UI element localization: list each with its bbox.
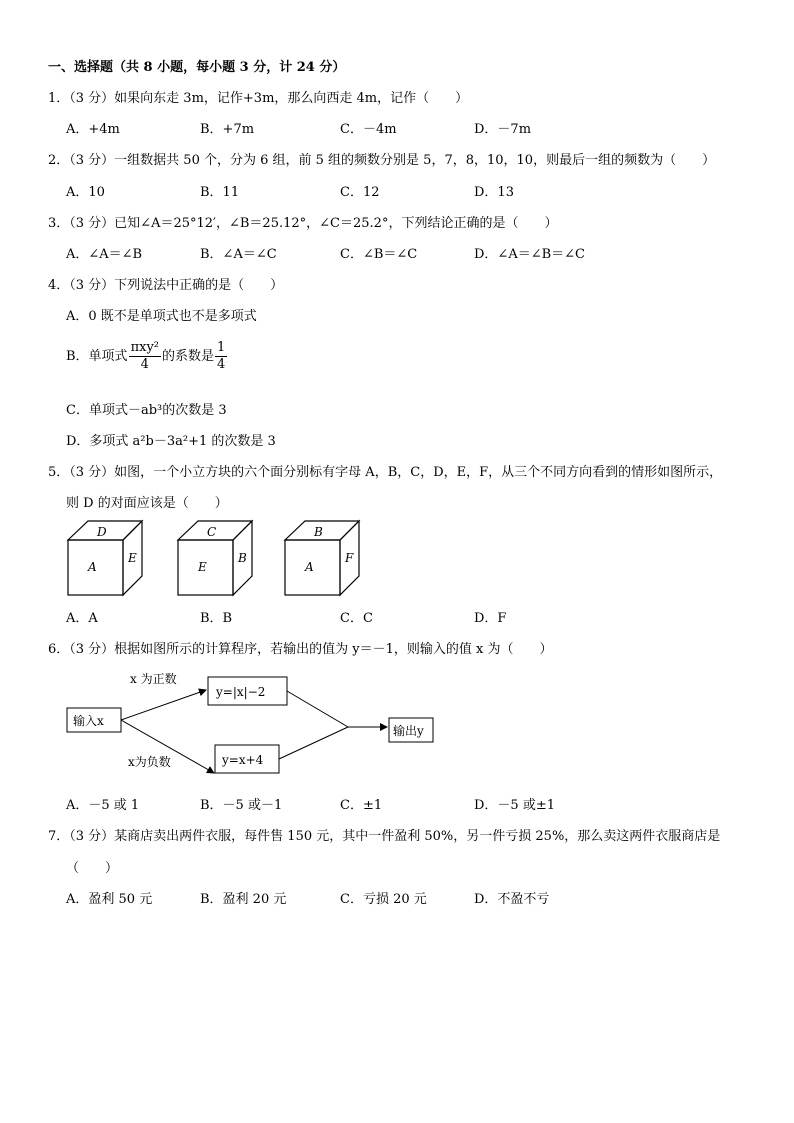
flow-input-label: 输入x: [73, 714, 104, 728]
q5-option-b[interactable]: B．B: [200, 611, 233, 626]
q6-option-a[interactable]: A．－5 或 1: [66, 798, 140, 813]
q2-option-a[interactable]: A．10: [66, 185, 105, 200]
q4-option-a[interactable]: A．0 既不是单项式也不是多项式: [66, 309, 257, 324]
q1-option-b[interactable]: B．+7m: [200, 122, 255, 137]
flow-negative-label: x为负数: [128, 755, 171, 769]
question-5-stem: 5．（3 分）如图，一个小立方块的六个面分别标有字母 A，B，C，D，E，F，从三个不同方向看到的情形如图所示，: [48, 465, 723, 480]
flow-output-label: 输出y: [393, 724, 424, 738]
q3-option-a[interactable]: A．∠A＝∠B: [66, 247, 143, 262]
cube-2: [178, 521, 252, 595]
q1-option-d[interactable]: D．－7m: [474, 122, 532, 137]
question-4-stem: 4．（3 分）下列说法中正确的是（ ）: [48, 278, 284, 293]
cube-2-top: C: [207, 525, 217, 539]
q4-fraction-coef: [215, 340, 227, 373]
q5-option-d[interactable]: D．F: [474, 611, 507, 626]
q4-fraction-monomial: [129, 340, 161, 373]
cube-1-front: A: [88, 560, 97, 574]
q2-option-d[interactable]: D．13: [474, 185, 514, 200]
q4-option-b-middle: 的系数是: [162, 349, 215, 364]
q2-option-b[interactable]: B．11: [200, 185, 240, 200]
q4-option-d[interactable]: D．多项式 a²b－3a²+1 的次数是 3: [66, 434, 276, 449]
q7-option-a[interactable]: A．盈利 50 元: [66, 892, 153, 907]
q3-option-b[interactable]: B．∠A＝∠C: [200, 247, 277, 262]
question-3-stem: 3．（3 分）已知∠A＝25°12′，∠B＝25.12°，∠C＝25.2°，下列结论正确的是（ ）: [48, 216, 558, 231]
q6-option-c[interactable]: C．±1: [340, 798, 383, 813]
question-7-stem-cont: （ ）: [66, 861, 119, 876]
q4-option-b[interactable]: [66, 340, 228, 373]
section-title: 一、选择题（共 8 小题，每小题 3 分，计 24 分）: [48, 60, 346, 75]
question-6-stem: 6．（3 分）根据如图所示的计算程序，若输出的值为 y＝－1，则输入的值 x 为（ ）: [48, 642, 553, 657]
flow-box-negative-label: y=x+4: [222, 753, 264, 767]
flow-positive-label: x 为正数: [130, 672, 177, 686]
q7-option-c[interactable]: C．亏损 20 元: [340, 892, 427, 907]
flowchart-figure: [60, 664, 440, 786]
question-5-stem-cont: 则 D 的对面应该是（ ）: [66, 496, 228, 511]
flow-box-positive-label: y=|x|−2: [216, 685, 266, 699]
q3-option-c[interactable]: C．∠B＝∠C: [340, 247, 418, 262]
cube-views-figure: [60, 518, 380, 602]
cube-2-front: E: [198, 560, 207, 574]
q6-option-d[interactable]: D．－5 或±1: [474, 798, 555, 813]
q1-option-a[interactable]: A．+4m: [66, 122, 120, 137]
q6-option-b[interactable]: B．－5 或－1: [200, 798, 283, 813]
q4-frac-numerator: πxy²: [130, 340, 159, 355]
cube-3-front: A: [305, 560, 314, 574]
question-1-stem: 1．（3 分）如果向东走 3m，记作+3m，那么向西走 4m，记作（ ）: [48, 91, 469, 106]
q4-frac-denominator: 4: [140, 357, 149, 372]
cube-3-side: F: [345, 551, 354, 565]
question-7-stem: 7．（3 分）某商店卖出两件衣服，每件售 150 元，其中一件盈利 50%，另一件亏损 25%，那么卖这两件衣服商店是: [48, 829, 721, 844]
q5-option-a[interactable]: A．A: [66, 611, 98, 626]
q4-option-c[interactable]: C．单项式－ab³的次数是 3: [66, 403, 227, 418]
q7-option-d[interactable]: D．不盈不亏: [474, 892, 550, 907]
cube-1-side: E: [128, 551, 137, 565]
cube-1: [68, 521, 142, 595]
q4-option-b-prefix: B．单项式: [66, 349, 128, 364]
q1-option-c[interactable]: C．－4m: [340, 122, 397, 137]
question-2-stem: 2．（3 分）一组数据共 50 个，分为 6 组，前 5 组的频数分别是 5，7，8，10，10，则最后一组的频数为（ ）: [48, 153, 716, 168]
q2-option-c[interactable]: C．12: [340, 185, 380, 200]
cube-1-top: D: [97, 525, 107, 539]
q7-option-b[interactable]: B．盈利 20 元: [200, 892, 287, 907]
q4-coef-numerator: 1: [217, 340, 226, 355]
cube-2-side: B: [238, 551, 247, 565]
q4-coef-denominator: 4: [217, 357, 226, 372]
cube-3-top: B: [314, 525, 323, 539]
q3-option-d[interactable]: D．∠A＝∠B＝∠C: [474, 247, 585, 262]
q5-option-c[interactable]: C．C: [340, 611, 373, 626]
cube-3: [285, 521, 359, 595]
